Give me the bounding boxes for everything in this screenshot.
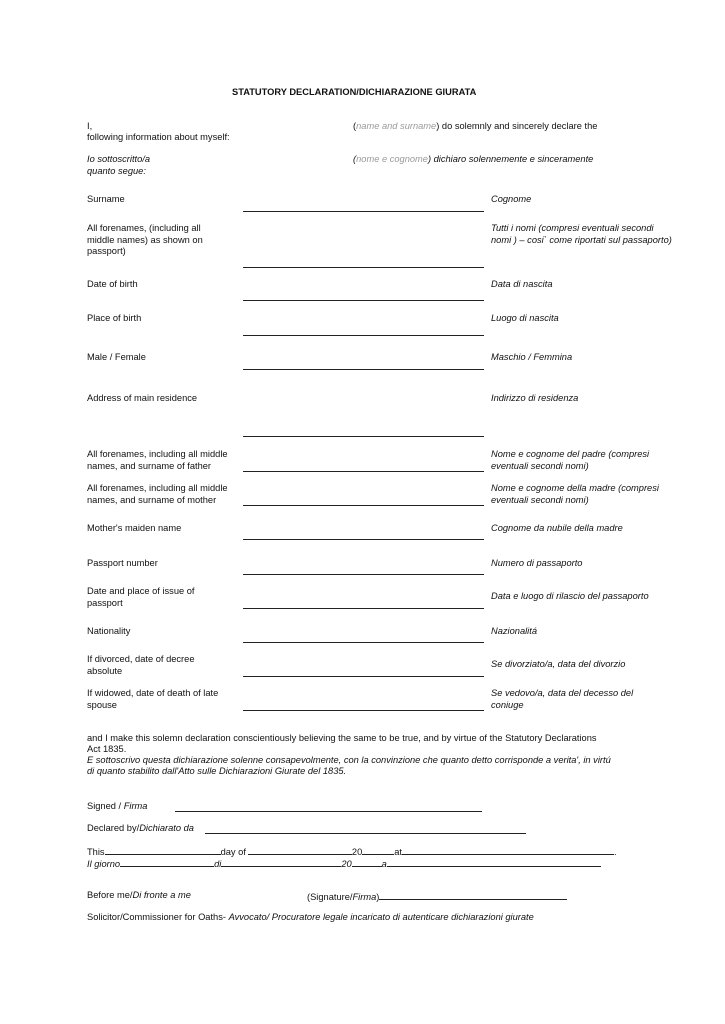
field-label-en: Date and place of issue of passport	[87, 586, 195, 608]
field-input-line[interactable]	[243, 676, 484, 677]
signature-blank[interactable]	[379, 890, 567, 900]
page-title: STATUTORY DECLARATION/DICHIARAZIONE GIURATA	[232, 87, 477, 97]
field-label-en: Date of birth	[87, 279, 138, 289]
field-label-it: Numero di passaporto	[491, 558, 583, 568]
intro-i: I,	[87, 121, 93, 131]
field-label-it: Se vedovo/a, data del decesso del coniuge	[491, 688, 634, 710]
field-label-en: Nationality	[87, 626, 131, 636]
mese-blank[interactable]	[221, 857, 341, 867]
field-input-line[interactable]	[243, 436, 484, 437]
giorno-blank[interactable]	[120, 857, 214, 867]
field-label-it: Luogo di nascita	[491, 313, 559, 323]
intro-it-line2: quanto segue:	[87, 166, 146, 176]
intro-it-i: Io sottoscritto/a	[87, 154, 151, 164]
field-input-line[interactable]	[243, 211, 484, 212]
place-blank[interactable]	[402, 845, 614, 855]
field-label-it: Nome e cognome della madre (compresi eventuali secondi nomi)	[491, 483, 659, 505]
field-input-line[interactable]	[243, 335, 484, 336]
declaration-en-line2: Act 1835.	[87, 744, 127, 754]
declaration-it-line1: E sottoscrivo questa dichiarazione solenne consapevolmente, con la convinzione che quanto detto corrisponde a verita', in virtú	[87, 755, 611, 765]
declared-by-line[interactable]	[205, 833, 526, 834]
field-input-line[interactable]	[243, 642, 484, 643]
field-label-it: Data e luogo di rilascio del passaporto	[491, 591, 649, 601]
name-surname-placeholder: name and surname	[356, 121, 437, 131]
nome-cognome-placeholder: nome e cognome	[356, 154, 428, 164]
luogo-blank[interactable]	[387, 857, 601, 867]
field-input-line[interactable]	[243, 471, 484, 472]
field-label-en: Address of main residence	[87, 393, 198, 403]
signed-label: Signed / Firma	[87, 801, 148, 811]
declaration-it-line2: di quanto stabilito dall'Atto sulle Dichiarazioni Giurate del 1835.	[87, 766, 347, 776]
field-label-it: Indirizzo di residenza	[491, 393, 579, 403]
field-label-en: All forenames, including all middle names, and surname of mother	[87, 483, 228, 505]
anno-blank[interactable]	[352, 857, 382, 867]
field-input-line[interactable]	[243, 369, 484, 370]
field-input-line[interactable]	[243, 267, 484, 268]
field-label-en: All forenames, including all middle names, and surname of father	[87, 449, 228, 471]
field-label-it: Nome e cognome del padre (compresi eventuali secondi nomi)	[491, 449, 650, 471]
field-label-it: Maschio / Femmina	[491, 352, 573, 362]
field-label-it: Tutti i nomi (compresi eventuali secondi nomi ) – cosi` come riportati sul passaporto)	[491, 223, 672, 245]
field-label-en: Passport number	[87, 558, 158, 568]
day-blank[interactable]	[105, 845, 221, 855]
signature-label: (Signature/Firma)	[307, 890, 567, 904]
field-label-it: Se divorziato/a, data del divorzio	[491, 659, 626, 669]
signed-line[interactable]	[175, 811, 482, 812]
intro-it-right: (nome e cognome) dichiaro solennemente e sinceramente	[353, 154, 594, 164]
date-line-it: Il giorno di 20 a	[87, 857, 601, 871]
field-label-en: Surname	[87, 194, 125, 204]
date-line-en: This day of 20 at .	[87, 847, 617, 857]
field-input-line[interactable]	[243, 608, 484, 609]
month-blank[interactable]	[248, 845, 352, 855]
field-label-en: Male / Female	[87, 352, 146, 362]
field-input-line[interactable]	[243, 505, 484, 506]
field-label-en: If widowed, date of death of late spouse	[87, 688, 219, 710]
before-me-label: Before me/Di fronte a me	[87, 890, 191, 900]
field-input-line[interactable]	[243, 539, 484, 540]
field-input-line[interactable]	[243, 574, 484, 575]
field-label-it: Data di nascita	[491, 279, 553, 289]
field-label-en: Place of birth	[87, 313, 142, 323]
field-label-en: All forenames, (including all middle names) as shown on passport)	[87, 223, 203, 256]
declared-by-label: Declared by/Dichiarato da	[87, 823, 194, 833]
solicitor-label: Solicitor/Commissioner for Oaths- Avvocato/ Procuratore legale incaricato di autenticare dichiarazioni giurate	[87, 912, 534, 922]
field-label-en: If divorced, date of decree absolute	[87, 654, 195, 676]
intro-en-right: (name and surname) do solemnly and sincerely declare the	[353, 121, 598, 131]
field-label-it: Cognome da nubile della madre	[491, 523, 623, 533]
field-label-it: Nazionalitá	[491, 626, 537, 636]
field-input-line[interactable]	[243, 710, 484, 711]
field-input-line[interactable]	[243, 300, 484, 301]
intro-en-line2: following information about myself:	[87, 132, 230, 142]
declaration-en-line1: and I make this solemn declaration conscientiously believing the same to be true, and by virtue of the Statutory Declarations	[87, 733, 597, 743]
field-label-it: Cognome	[491, 194, 532, 204]
year-blank[interactable]	[362, 845, 394, 855]
field-label-en: Mother's maiden name	[87, 523, 182, 533]
